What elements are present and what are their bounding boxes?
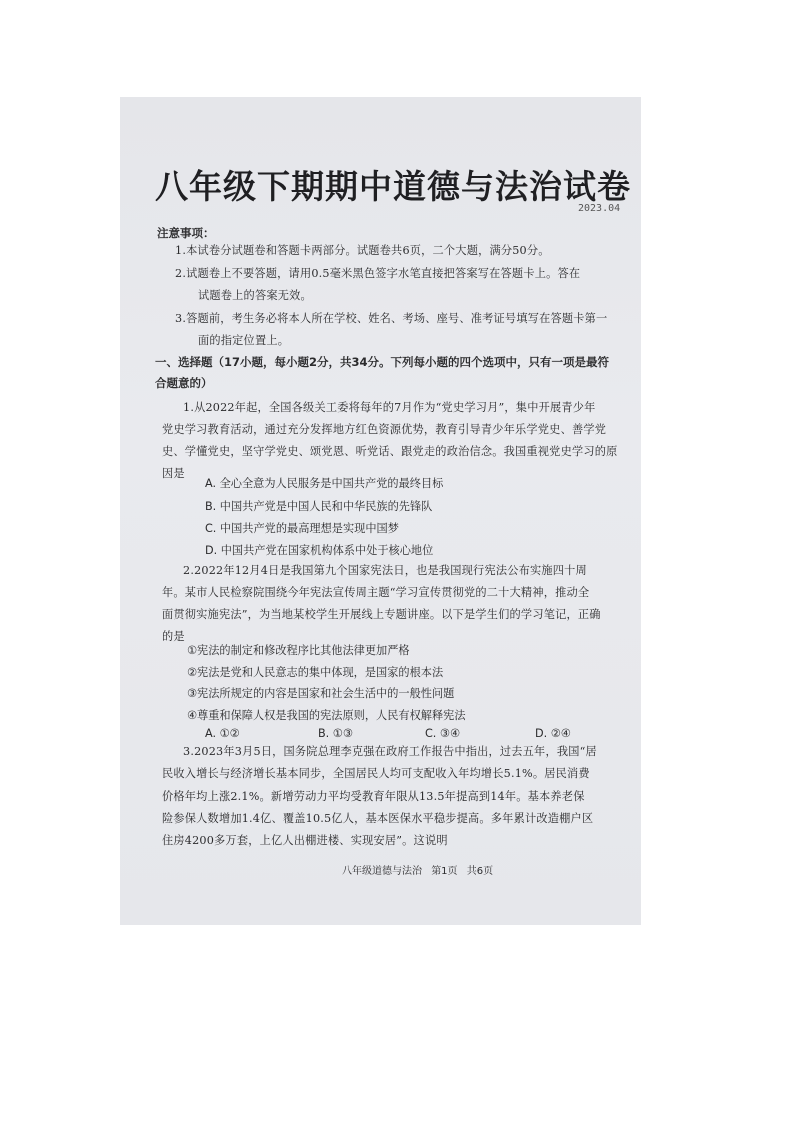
question-2-text: 的是: [162, 630, 185, 643]
question-2-choice-b: B. ①③: [318, 727, 353, 740]
question-3-text: 3.2023年3月5日，国务院总理李克强在政府工作报告中指出，过去五年，我国“居: [183, 745, 597, 758]
question-2-choice-c: C. ③④: [425, 727, 460, 740]
question-3-text: 民收入增长与经济增长基本同步，全国居民人均可支配收入年均增长5.1%。居民消费: [162, 767, 590, 780]
exam-paper-photo: [120, 97, 641, 925]
question-2-statement: ③宪法所规定的内容是国家和社会生活中的一般性问题: [187, 687, 455, 700]
question-2-text: 面贯彻实施宪法”，为当地某校学生开展线上专题讲座。以下是学生们的学习笔记，正确: [162, 608, 601, 621]
question-1-text: 党史学习教育活动，通过充分发挥地方红色资源优势，教育引导青少年乐学党史、善学党: [162, 423, 607, 436]
question-2-text: 年。某市人民检察院围绕今年宪法宣传周主题“学习宣传贯彻党的二十大精神，推动全: [162, 586, 590, 599]
page-footer: [342, 862, 499, 877]
notice-item: 2.试题卷上不要答题，请用0.5毫米黑色签字水笔直接把答案写在答题卡上。答在: [175, 267, 581, 280]
question-2-statement: ①宪法的制定和修改程序比其他法律更加严格: [187, 644, 410, 657]
exam-title: 八年级下期期中道德与法治试卷: [155, 167, 631, 206]
notice-heading: 注意事项：: [157, 226, 215, 240]
question-3-text: 住房4200多万套，上亿人出棚进楼、实现安居”。这说明: [162, 834, 448, 847]
question-1-option-c: C. 中国共产党的最高理想是实现中国梦: [205, 522, 399, 535]
section-heading: 一、选择题（17小题，每小题2分，共34分。下列每小题的四个选项中，只有一项是最符: [155, 355, 610, 369]
section-heading-cont: 合题意的）: [155, 376, 213, 390]
question-2-choice-a: A. ①②: [205, 727, 240, 740]
question-1-text: 1.从2022年起，全国各级关工委将每年的7月作为“党史学习月”，集中开展青少年: [183, 401, 596, 414]
question-1-text: 因是: [162, 467, 185, 480]
footer-subject: 八年级道德与法治: [342, 866, 422, 877]
question-1-option-b: B. 中国共产党是中国人民和中华民族的先锋队: [205, 500, 433, 513]
exam-date: 2023.04: [578, 203, 621, 214]
question-1-option-d: D. 中国共产党在国家机构体系中处于核心地位: [205, 544, 434, 557]
notice-item: 试题卷上的答案无效。: [198, 289, 312, 302]
question-3-text: 险参保人数增加1.4亿、覆盖10.5亿人，基本医保水平稳步提高。多年累计改造棚户区: [162, 812, 594, 825]
notice-item: 面的指定位置上。: [198, 334, 290, 347]
question-1-option-a: A. 全心全意为人民服务是中国共产党的最终目标: [205, 477, 444, 490]
question-3-text: 价格年均上涨2.1%。新增劳动力平均受教育年限从13.5年提高到14年。基本养老保: [162, 790, 585, 803]
notice-item: 1.本试卷分试题卷和答题卡两部分。试题卷共6页，二个大题，满分50分。: [175, 244, 550, 257]
question-1-text: 史、学懂党史，坚守学党史、颂党恩、听党话、跟党走的政治信念。我国重视党史学习的原: [162, 445, 618, 458]
footer-total: 共6页: [466, 866, 494, 877]
question-2-text: 2.2022年12月4日是我国第九个国家宪法日，也是我国现行宪法公布实施四十周: [183, 564, 587, 577]
question-2-statement: ④尊重和保障人权是我国的宪法原则，人民有权解释宪法: [187, 709, 466, 722]
footer-page: 第1页: [431, 866, 458, 877]
notice-item: 3.答题前，考生务必将本人所在学校、姓名、考场、座号、准考证号填写在答题卡第一: [175, 312, 608, 325]
question-2-statement: ②宪法是党和人民意志的集中体现，是国家的根本法: [187, 666, 444, 679]
question-2-choice-d: D. ②④: [535, 727, 571, 740]
